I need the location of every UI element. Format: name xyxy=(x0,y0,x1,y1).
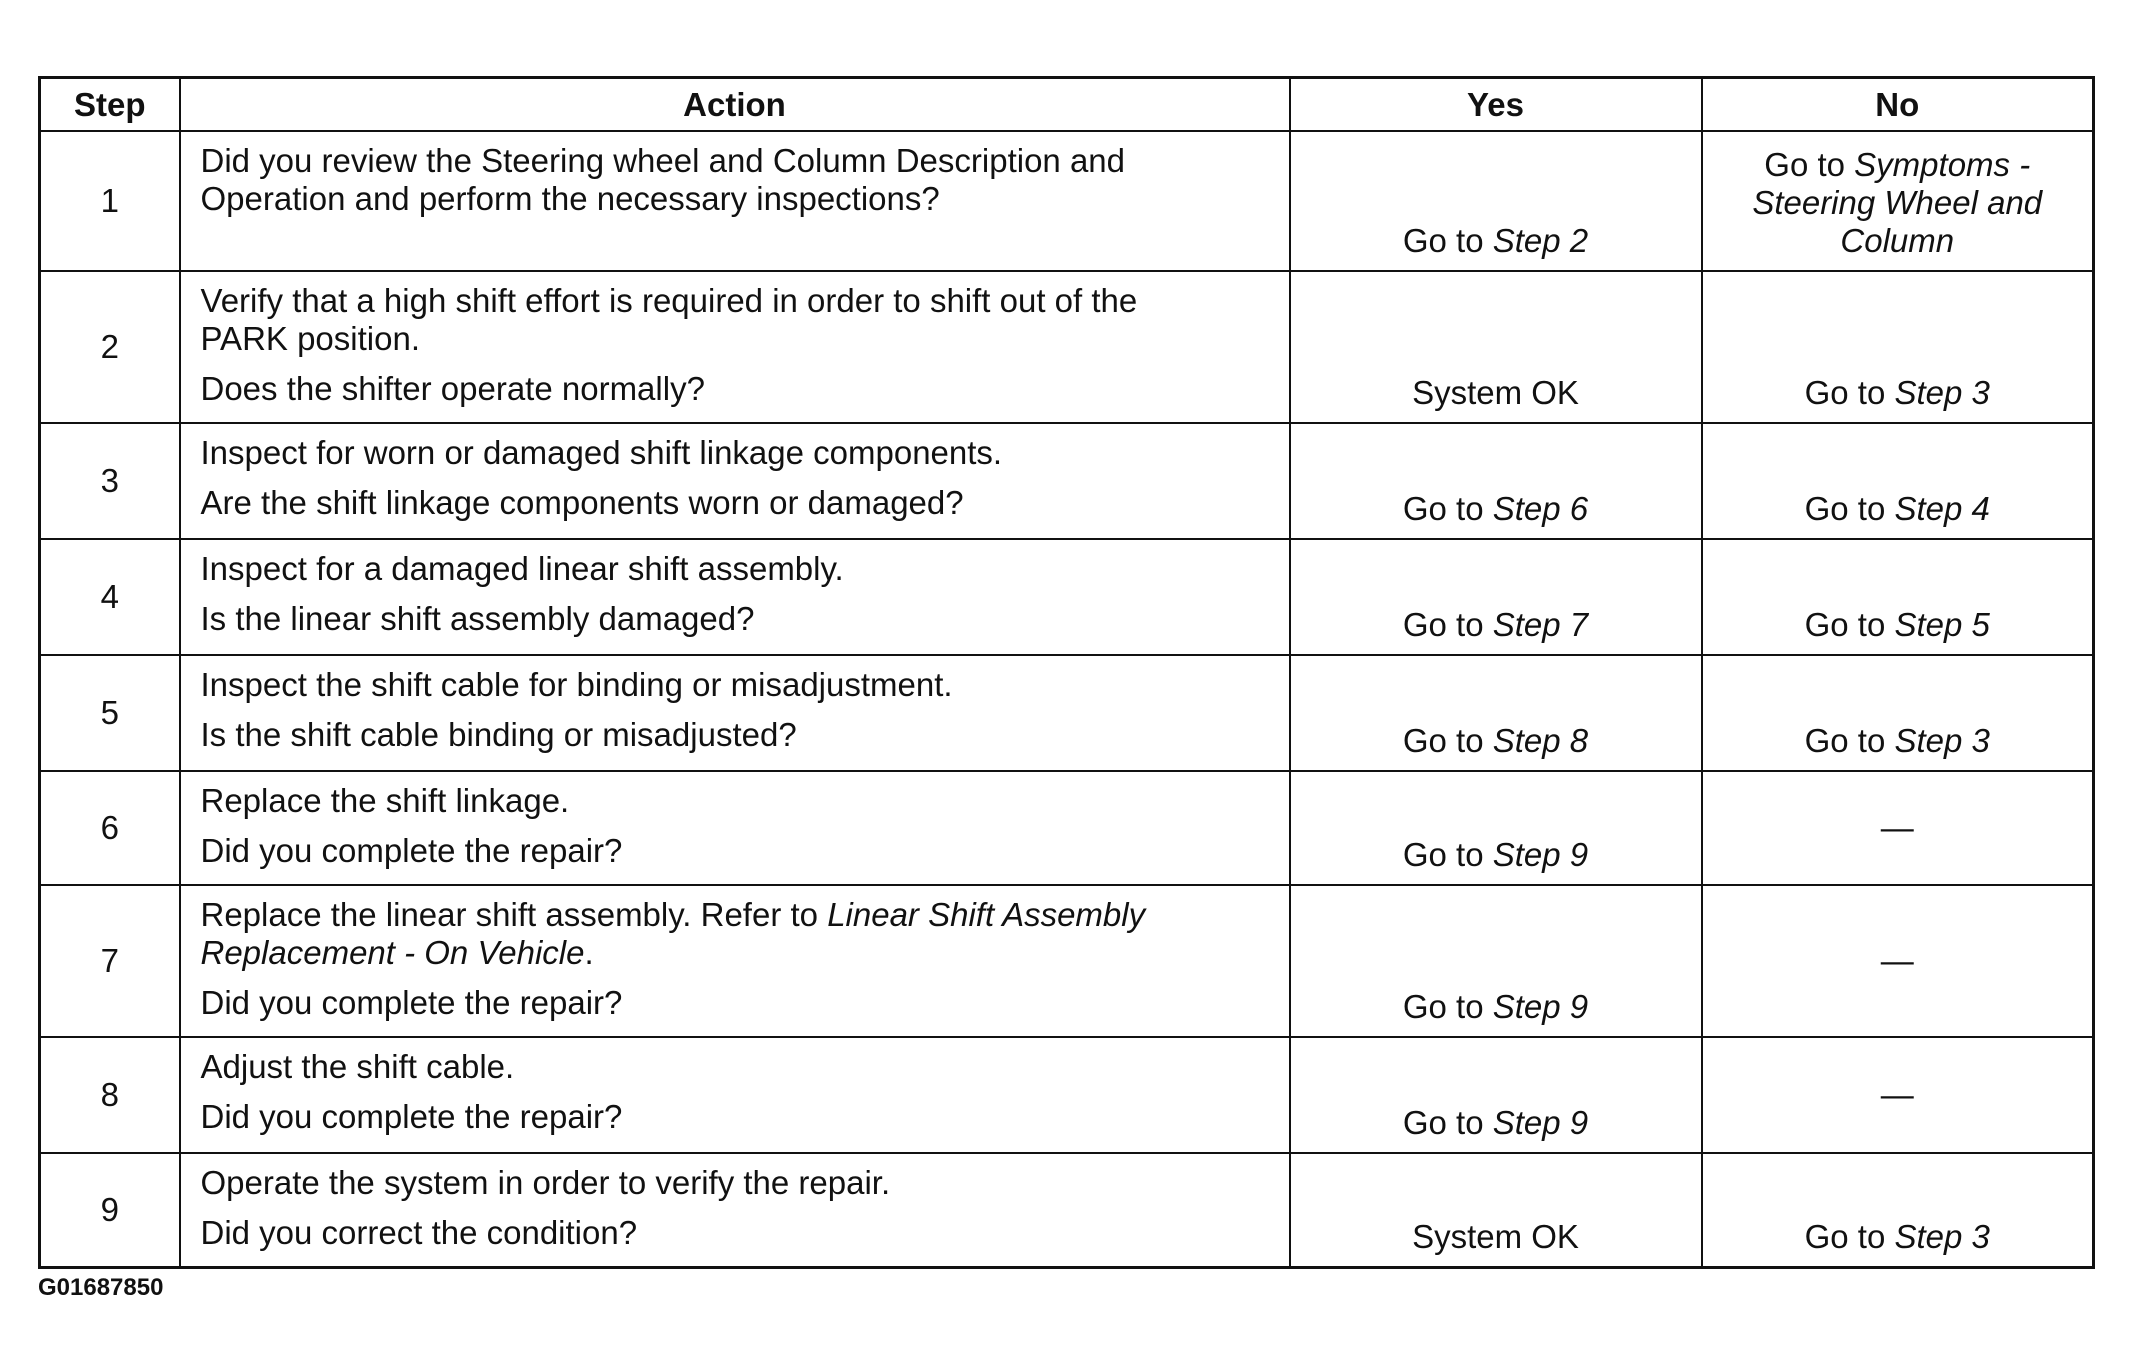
no-prefix: Go to xyxy=(1764,146,1855,183)
no-prefix: Go to xyxy=(1804,722,1895,759)
no-step-ref: Step 5 xyxy=(1894,606,1990,643)
header-yes: Yes xyxy=(1290,78,1702,132)
no-ref: Symptoms - xyxy=(1854,146,2031,183)
step-number: 4 xyxy=(40,539,180,655)
action-cell xyxy=(180,423,1290,539)
yes-cell xyxy=(1290,271,1702,423)
table-row xyxy=(40,131,2094,271)
action-text: Inspect for worn or damaged shift linkage components. xyxy=(200,434,1003,471)
no-cell xyxy=(1702,539,2094,655)
no-step-ref: Step 4 xyxy=(1894,490,1990,527)
step-number: 2 xyxy=(40,271,180,423)
no-ref: Column xyxy=(1840,222,1955,259)
action-text xyxy=(201,934,1281,972)
table-row xyxy=(40,655,2094,771)
no-cell-dash: — xyxy=(1702,885,2094,1037)
action-text: Operation and perform the necessary inspections? xyxy=(200,180,940,217)
action-cell xyxy=(180,131,1290,271)
table-row xyxy=(40,1037,2094,1153)
no-prefix: Go to xyxy=(1804,606,1895,643)
step-number: 8 xyxy=(40,1037,180,1153)
action-cell xyxy=(180,655,1290,771)
no-step-ref: Step 3 xyxy=(1894,374,1990,411)
step-number: 5 xyxy=(40,655,180,771)
action-question: Are the shift linkage components worn or damaged? xyxy=(200,484,964,521)
action-text: Operate the system in order to verify the repair. xyxy=(200,1164,891,1201)
no-cell-dash: — xyxy=(1702,771,2094,885)
action-question: Did you correct the condition? xyxy=(200,1214,638,1251)
action-text: Verify that a high shift effort is required in order to shift out of the xyxy=(200,282,1138,319)
action-cell xyxy=(180,539,1290,655)
table-row xyxy=(40,771,2094,885)
action-text: PARK position. xyxy=(200,320,420,357)
no-ref: Steering Wheel and xyxy=(1752,184,2043,221)
header-step: Step xyxy=(40,78,180,132)
no-prefix: Go to xyxy=(1804,490,1895,527)
action-text: Replace the shift linkage. xyxy=(200,782,570,819)
yes-prefix: Go to xyxy=(1402,606,1493,643)
yes-cell xyxy=(1290,655,1702,771)
yes-step-ref: Step 9 xyxy=(1492,1104,1589,1141)
action-text: Inspect the shift cable for binding or misadjustment. xyxy=(200,666,953,703)
yes-cell xyxy=(1290,131,1702,271)
action-text-suffix: . xyxy=(584,934,594,971)
action-text: Inspect for a damaged linear shift assembly. xyxy=(200,550,844,587)
action-cell xyxy=(180,885,1290,1037)
action-question: Did you complete the repair? xyxy=(200,832,623,869)
yes-step-ref: Step 2 xyxy=(1492,222,1589,259)
no-cell xyxy=(1702,1153,2094,1267)
yes-cell xyxy=(1290,1153,1702,1267)
yes-prefix: Go to xyxy=(1402,1104,1493,1141)
procedure-ref: Replacement - On Vehicle xyxy=(200,934,585,971)
yes-step-ref: Step 9 xyxy=(1492,988,1589,1025)
step-number: 3 xyxy=(40,423,180,539)
no-cell xyxy=(1702,271,2094,423)
yes-step-ref: Step 9 xyxy=(1492,836,1589,873)
yes-cell xyxy=(1290,423,1702,539)
action-text: Adjust the shift cable. xyxy=(200,1048,515,1085)
no-prefix: Go to xyxy=(1804,1217,1895,1255)
yes-prefix: Go to xyxy=(1402,222,1493,259)
yes-step-ref: Step 6 xyxy=(1492,490,1589,527)
step-number: 9 xyxy=(40,1153,180,1267)
yes-cell xyxy=(1290,771,1702,885)
table-row xyxy=(40,423,2094,539)
table-row xyxy=(40,1153,2094,1267)
action-cell xyxy=(180,1037,1290,1153)
action-text: Did you review the Steering wheel and Column Description and xyxy=(200,142,1125,179)
no-cell-dash: — xyxy=(1702,1037,2094,1153)
yes-prefix: Go to xyxy=(1402,988,1493,1025)
table-row xyxy=(40,885,2094,1037)
yes-prefix: System OK xyxy=(1412,374,1579,411)
header-row xyxy=(40,78,2094,132)
procedure-ref: Linear Shift Assembly xyxy=(827,896,1146,933)
no-cell xyxy=(1702,655,2094,771)
action-question: Does the shifter operate normally? xyxy=(200,370,705,407)
no-prefix: Go to xyxy=(1804,374,1895,411)
action-cell xyxy=(180,1153,1290,1267)
yes-cell xyxy=(1290,539,1702,655)
step-number: 1 xyxy=(40,131,180,271)
action-cell xyxy=(180,771,1290,885)
action-question: Did you complete the repair? xyxy=(200,1098,623,1135)
action-question: Is the linear shift assembly damaged? xyxy=(200,600,755,637)
action-text-prefix: Replace the linear shift assembly. Refer to xyxy=(200,896,828,933)
yes-cell xyxy=(1290,885,1702,1037)
no-step-ref: Step 3 xyxy=(1894,722,1990,759)
no-cell xyxy=(1702,423,2094,539)
yes-prefix: Go to xyxy=(1402,490,1493,527)
table-row xyxy=(40,539,2094,655)
no-step-ref: Step 3 xyxy=(1894,1217,1990,1255)
step-number: 7 xyxy=(40,885,180,1037)
yes-prefix: Go to xyxy=(1402,722,1493,759)
yes-step-ref: Step 7 xyxy=(1492,606,1589,643)
action-cell xyxy=(180,271,1290,423)
figure-id: G01687850 xyxy=(38,1274,164,1301)
action-text xyxy=(201,896,1281,934)
diagnostic-table xyxy=(38,76,2095,1269)
table-row xyxy=(40,271,2094,423)
yes-prefix: Go to xyxy=(1402,836,1493,873)
yes-cell xyxy=(1290,1037,1702,1153)
yes-prefix: System OK xyxy=(1412,1217,1579,1255)
step-number: 6 xyxy=(40,771,180,885)
action-question: Did you complete the repair? xyxy=(200,984,623,1021)
action-question: Is the shift cable binding or misadjusted? xyxy=(200,716,797,753)
header-no: No xyxy=(1702,78,2094,132)
yes-step-ref: Step 8 xyxy=(1492,722,1589,759)
header-action: Action xyxy=(180,78,1290,132)
no-cell xyxy=(1702,131,2094,271)
